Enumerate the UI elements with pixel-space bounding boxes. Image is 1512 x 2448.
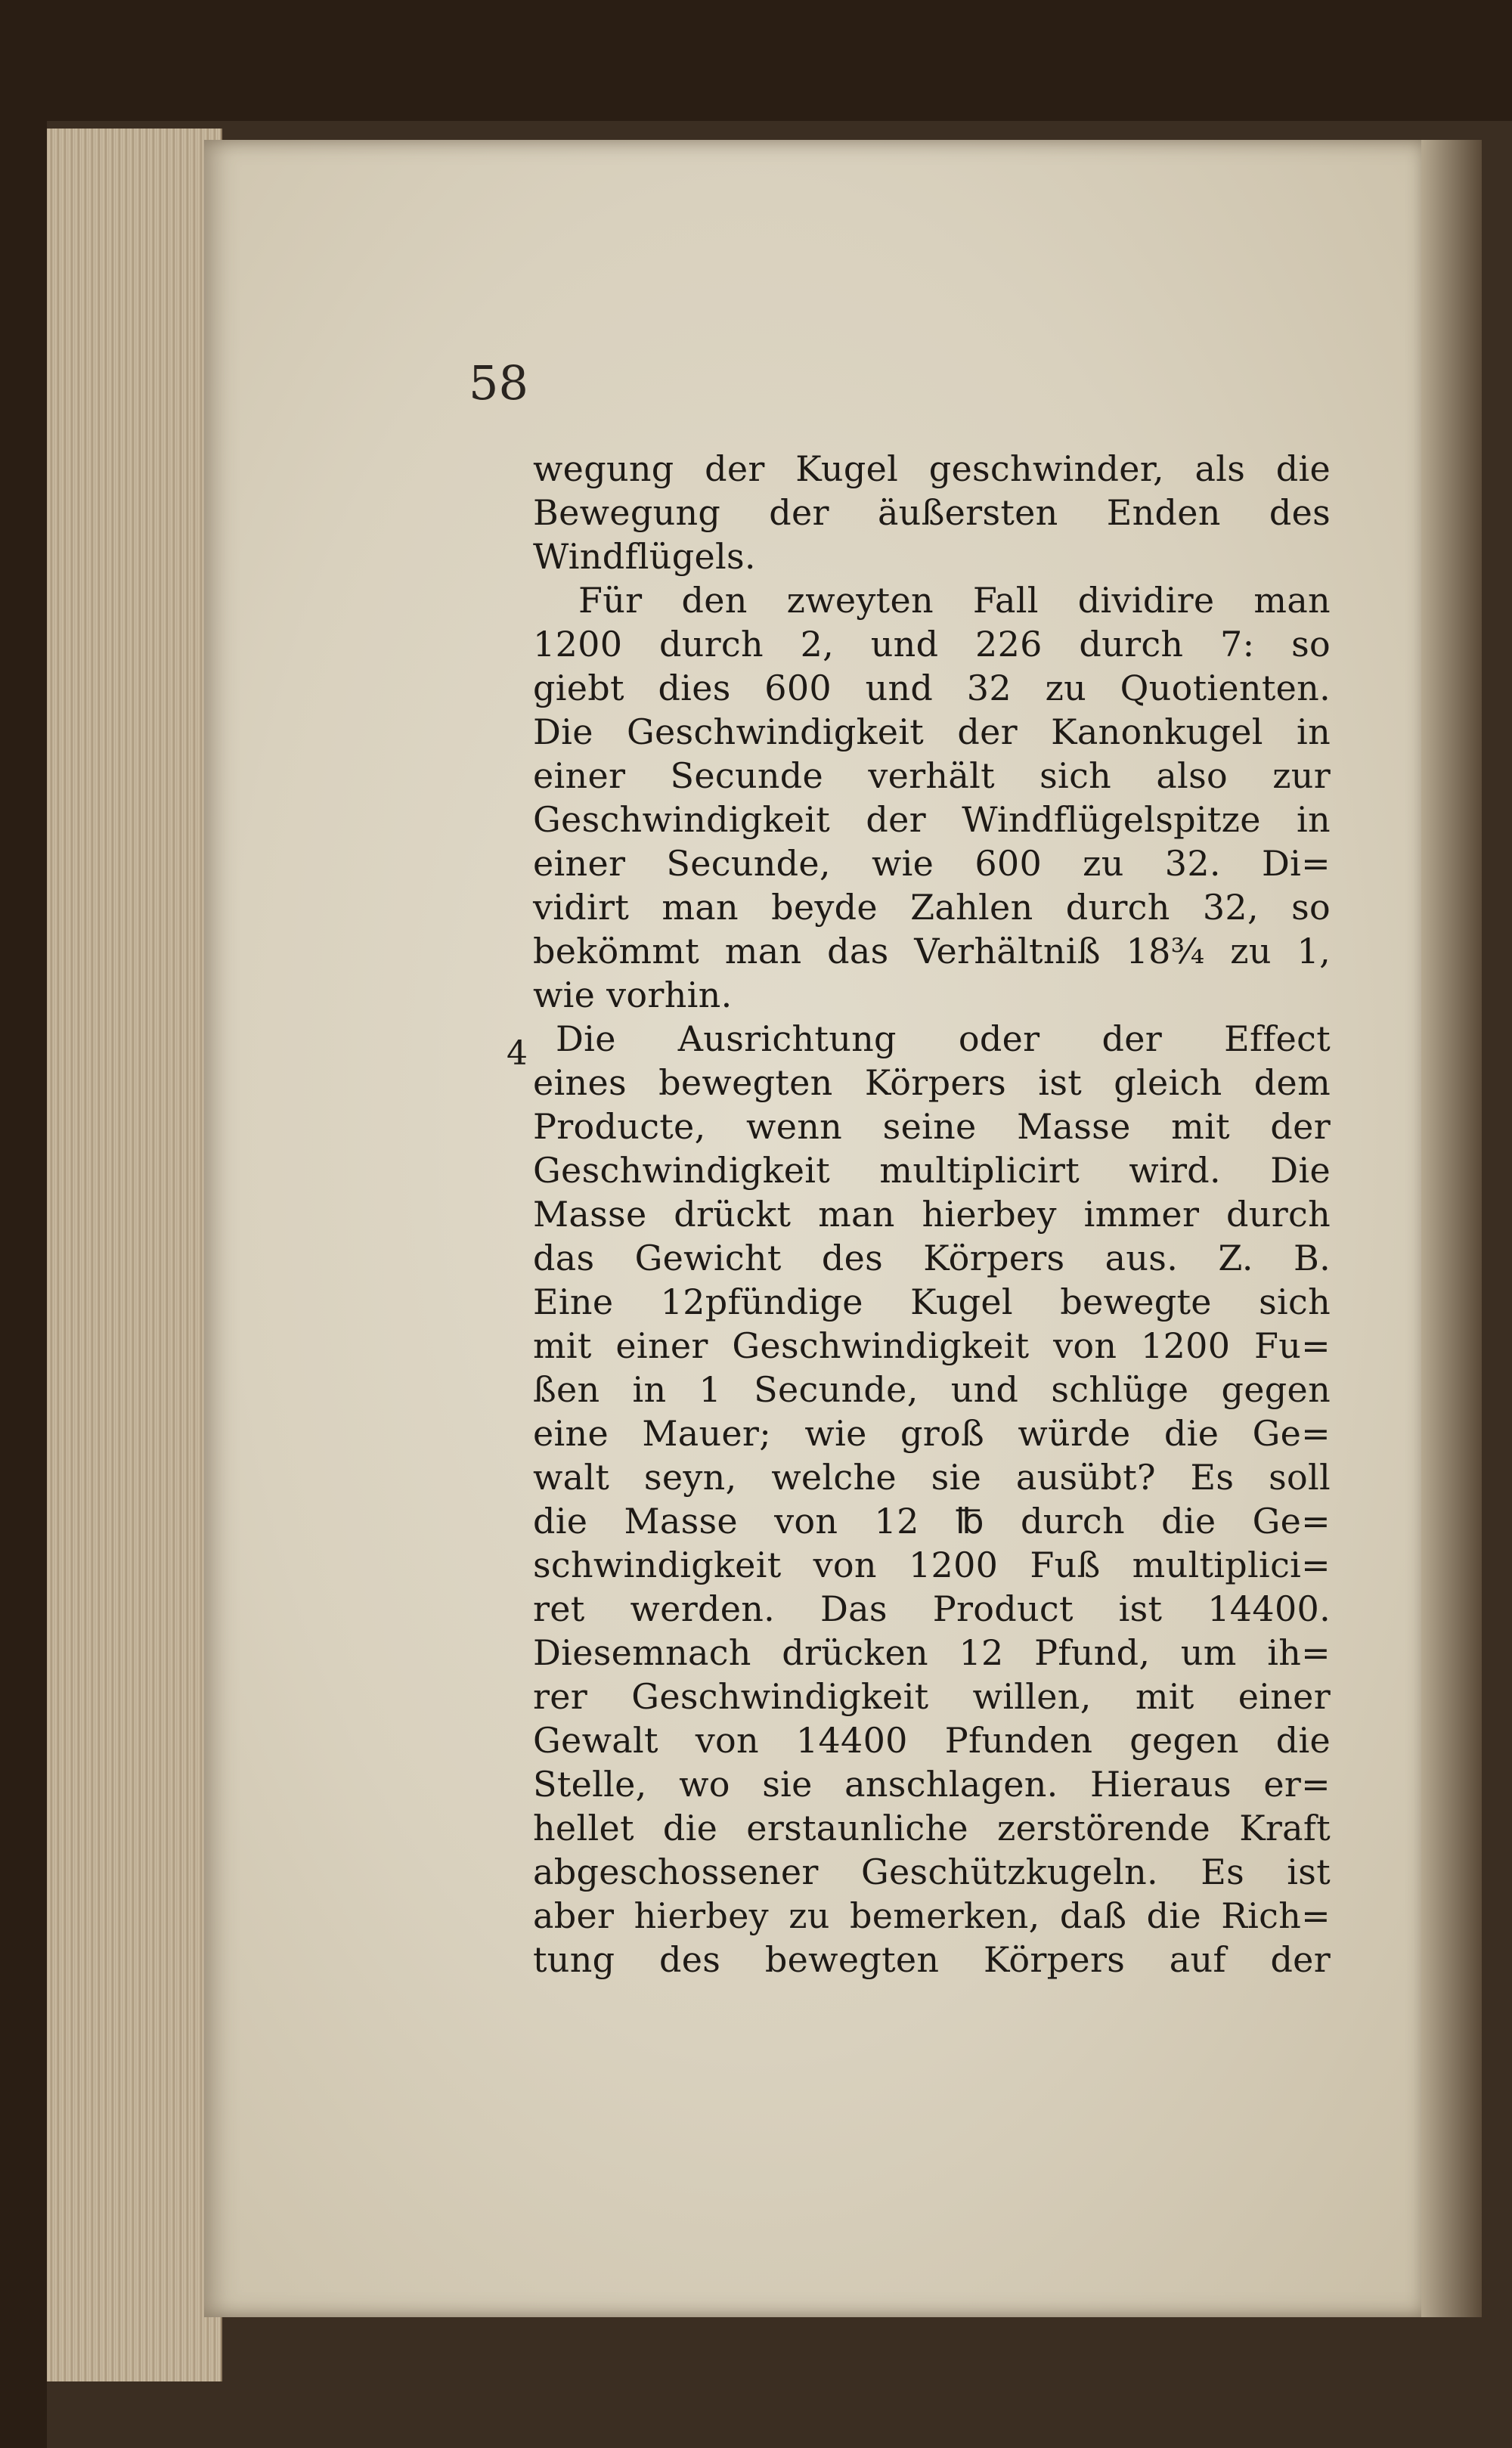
text-line: einer Secunde verhält sich also zur (533, 755, 1331, 796)
text-line: Diesemnach drücken 12 Pfund, um ih= (533, 1632, 1331, 1673)
text-line: 1200 durch 2, und 226 durch 7: so (533, 624, 1331, 665)
text-line: Geschwindigkeit multiplicirt wird. Die (533, 1150, 1331, 1191)
text-line: giebt dies 600 und 32 zu Quotienten. (533, 668, 1331, 708)
text-line: das Gewicht des Körpers aus. Z. B. (533, 1238, 1331, 1278)
text-line: bekömmt man das Verhältniß 18¾ zu 1, (533, 931, 1331, 971)
page-edges (47, 129, 222, 2381)
text-line: ret werden. Das Product ist 14400. (533, 1588, 1331, 1629)
text-line: eines bewegten Körpers ist gleich dem (533, 1062, 1331, 1103)
text-line: Geschwindigkeit der Windflügelspitze in (533, 799, 1331, 840)
text-line: schwindigkeit von 1200 Fuß multiplici= (533, 1545, 1331, 1585)
text-line: eine Mauer; wie groß würde die Ge= (533, 1413, 1331, 1454)
text-line: einer Secunde, wie 600 zu 32. Di= (533, 843, 1331, 884)
text-line: Gewalt von 14400 Pfunden gegen die (533, 1720, 1331, 1761)
text-line: Stelle, wo sie anschlagen. Hieraus er= (533, 1764, 1331, 1805)
text-line: aber hierbey zu bemerken, daß die Rich= (533, 1895, 1331, 1936)
text-line: hellet die erstaunliche zerstörende Kraft (533, 1808, 1331, 1848)
text-line: Bewegung der äußersten Enden des (533, 492, 1331, 533)
text-line: walt seyn, welche sie ausübt? Es soll (533, 1457, 1331, 1498)
text-line: rer Geschwindigkeit willen, mit einer (533, 1676, 1331, 1717)
text-line: Producte, wenn seine Masse mit der (533, 1106, 1331, 1147)
text-line: tung des bewegten Körpers auf der (533, 1939, 1331, 1980)
text-line: Die Ausrichtung oder der Effect (556, 1018, 1331, 1059)
book-gutter (1421, 140, 1482, 2317)
text-line: ßen in 1 Secunde, und schlüge gegen (533, 1369, 1331, 1410)
text-line: Eine 12pfündige Kugel bewegte sich (533, 1281, 1331, 1322)
text-line: Masse drückt man hierbey immer durch (533, 1194, 1331, 1235)
text-line: die Masse von 12 ℔ durch die Ge= (533, 1501, 1331, 1542)
text-line: Für den zweyten Fall dividire man (578, 580, 1331, 621)
text-line: abgeschossener Geschützkugeln. Es ist (533, 1851, 1331, 1892)
text-line: vidirt man beyde Zahlen durch 32, so (533, 887, 1331, 928)
text-line: Die Geschwindigkeit der Kanonkugel in (533, 711, 1331, 752)
text-line: mit einer Geschwindigkeit von 1200 Fu= (533, 1325, 1331, 1366)
text-line: wegung der Kugel geschwinder, als die (533, 448, 1331, 489)
text-block (533, 446, 1331, 2003)
text-line: Windflügels. (533, 536, 756, 577)
page-number: 58 (469, 355, 528, 411)
margin-mark: 4 (507, 1034, 528, 1073)
text-line: wie vorhin. (533, 975, 733, 1015)
